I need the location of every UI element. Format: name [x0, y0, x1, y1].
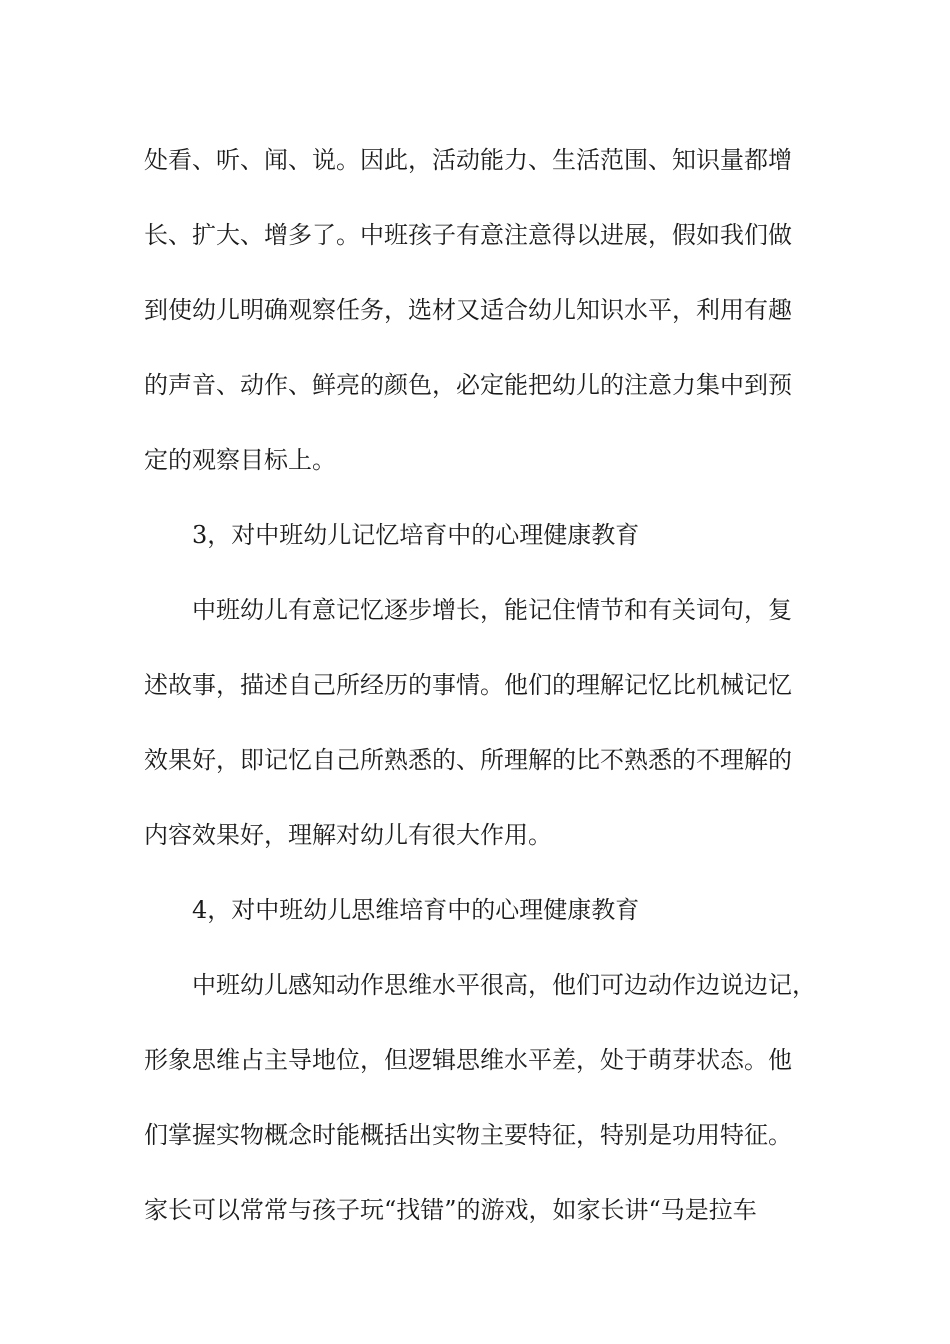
- paragraph-line: 中班幼儿有意记忆逐步增长，能记住情节和有关词句，复: [192, 596, 792, 624]
- section-heading: 4，对中班幼儿思维培育中的心理健康教育: [192, 896, 640, 924]
- paragraph-line: 长、扩大、增多了。中班孩子有意注意得以进展，假如我们做: [144, 221, 792, 249]
- paragraph-line: 的声音、动作、鲜亮的颜色，必定能把幼儿的注意力集中到预: [144, 371, 792, 399]
- paragraph-line: 内容效果好，理解对幼儿有很大作用。: [144, 821, 552, 849]
- paragraph-line: 处看、听、闻、说。因此，活动能力、生活范围、知识量都增: [144, 146, 792, 174]
- section-heading: 3，对中班幼儿记忆培育中的心理健康教育: [192, 521, 640, 549]
- paragraph-line: 到使幼儿明确观察任务，选材又适合幼儿知识水平，利用有趣: [144, 296, 792, 324]
- document-body: [144, 123, 824, 1248]
- paragraph-line: 效果好，即记忆自己所熟悉的、所理解的比不熟悉的不理解的: [144, 746, 792, 774]
- paragraph-line: 述故事，描述自己所经历的事情。他们的理解记忆比机械记忆: [144, 671, 792, 699]
- paragraph-line: 们掌握实物概念时能概括出实物主要特征，特别是功用特征。: [144, 1121, 792, 1149]
- paragraph-line: 中班幼儿感知动作思维水平很高，他们可边动作边说边记，: [192, 971, 816, 999]
- paragraph-line: 形象思维占主导地位，但逻辑思维水平差，处于萌芽状态。他: [144, 1046, 792, 1074]
- paragraph-line: 定的观察目标上。: [144, 446, 336, 474]
- paragraph-line: 家长可以常常与孩子玩“找错”的游戏，如家长讲“马是拉车: [144, 1196, 757, 1224]
